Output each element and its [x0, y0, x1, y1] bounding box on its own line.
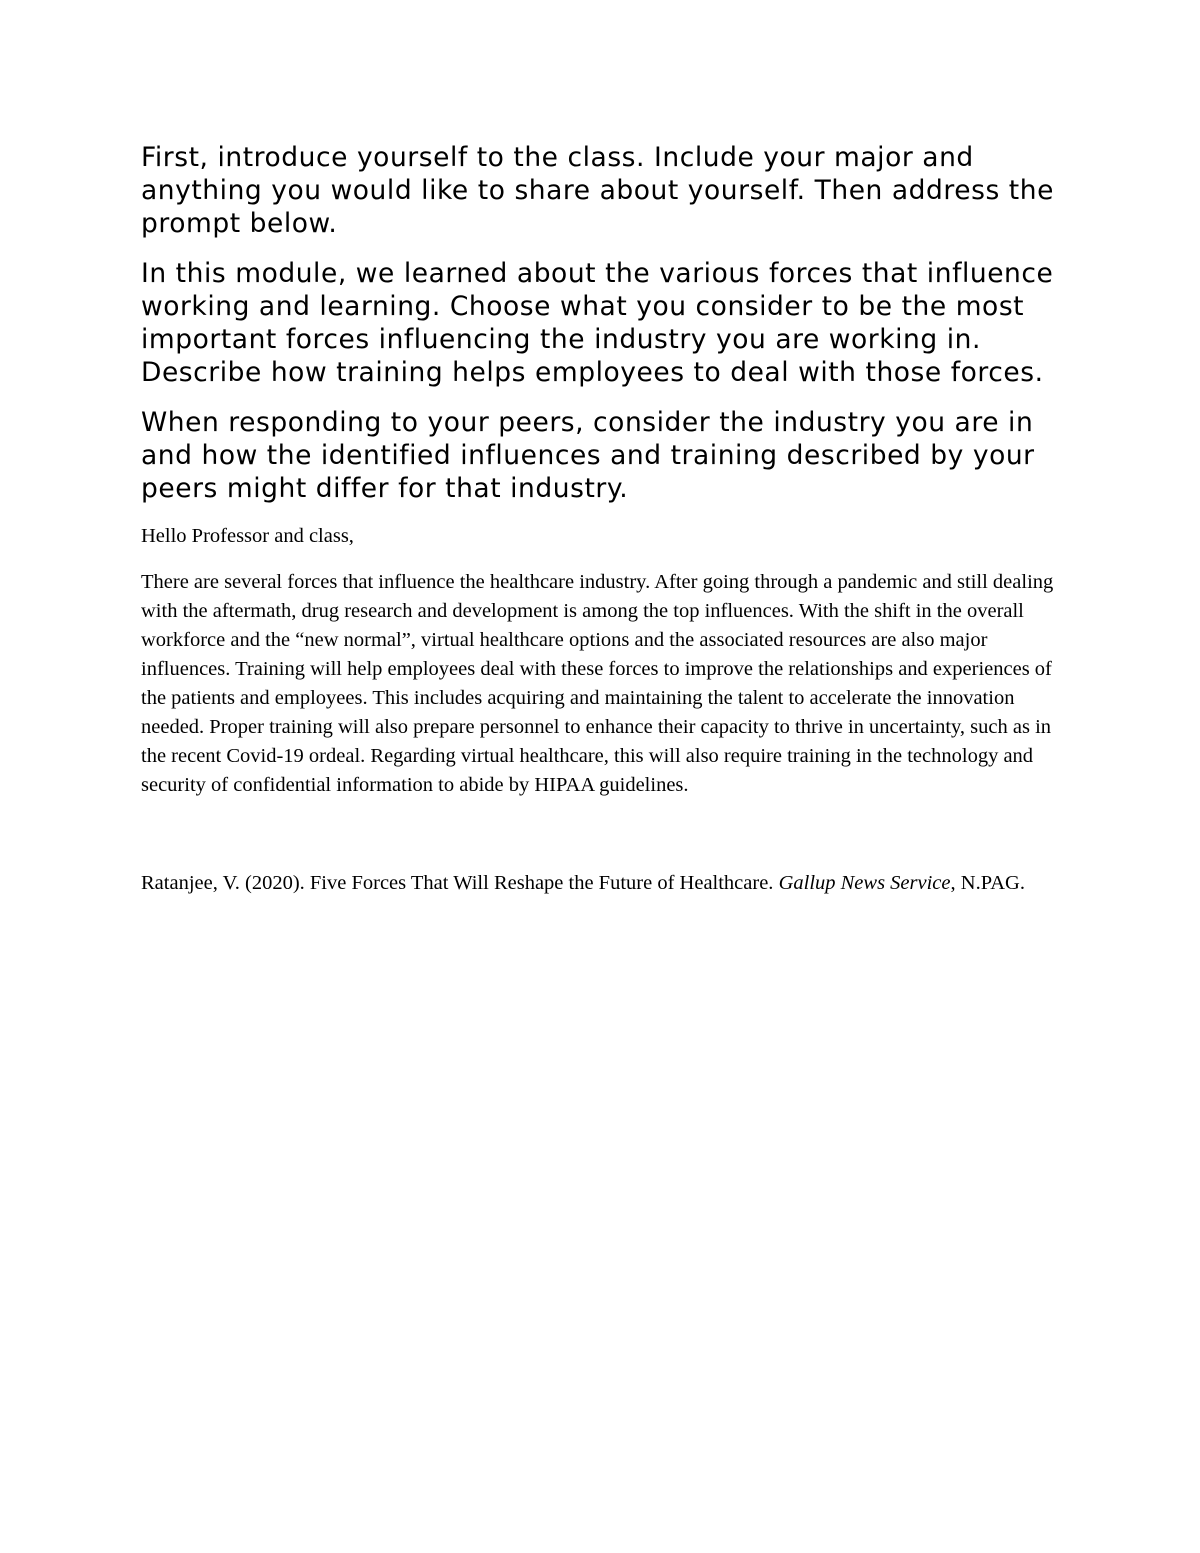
- student-response: [141, 522, 1061, 898]
- citation-text: Ratanjee, V. (2020). Five Forces That Will Reshape the Future of Healthcare.: [141, 872, 779, 894]
- prompt-paragraph-peers: When responding to your peers, consider the industry you are in and how the identified influences and training described by your peers might differ for that industry.: [141, 407, 1035, 504]
- citation-end: , N.PAG.: [950, 872, 1025, 894]
- prompt-paragraph-module: In this module, we learned about the various forces that influence working and learning. Choose what you consider to be the most important forces influencing the industry you are working in. Describe how training helps employees to deal with those forces.: [141, 258, 1054, 388]
- discussion-prompt: [141, 141, 1061, 505]
- response-greeting: Hello Professor and class,: [141, 525, 354, 547]
- response-body: There are several forces that influence the healthcare industry. After going through a pandemic and still dealing with the aftermath, drug research and development is among the top influences. With the shift in the overall workforce and the “new normal”, virtual healthcare options and the associated resources are also major influences. Training will help employees deal with these forces to improve the relationships and experiences of the patients and employees. This includes acquiring and maintaining the talent to accelerate the innovation needed. Proper training will also prepare personnel to enhance their capacity to thrive in uncertainty, such as in the recent Covid-19 ordeal. Regarding virtual healthcare, this will also require training in the technology and security of confidential information to abide by HIPAA guidelines.: [141, 571, 1054, 796]
- reference-citation: [141, 869, 1061, 898]
- citation-journal: Gallup News Service: [778, 872, 951, 894]
- prompt-paragraph-intro: First, introduce yourself to the class. Include your major and anything you would like to share about yourself. Then address the prompt below.: [141, 142, 1054, 239]
